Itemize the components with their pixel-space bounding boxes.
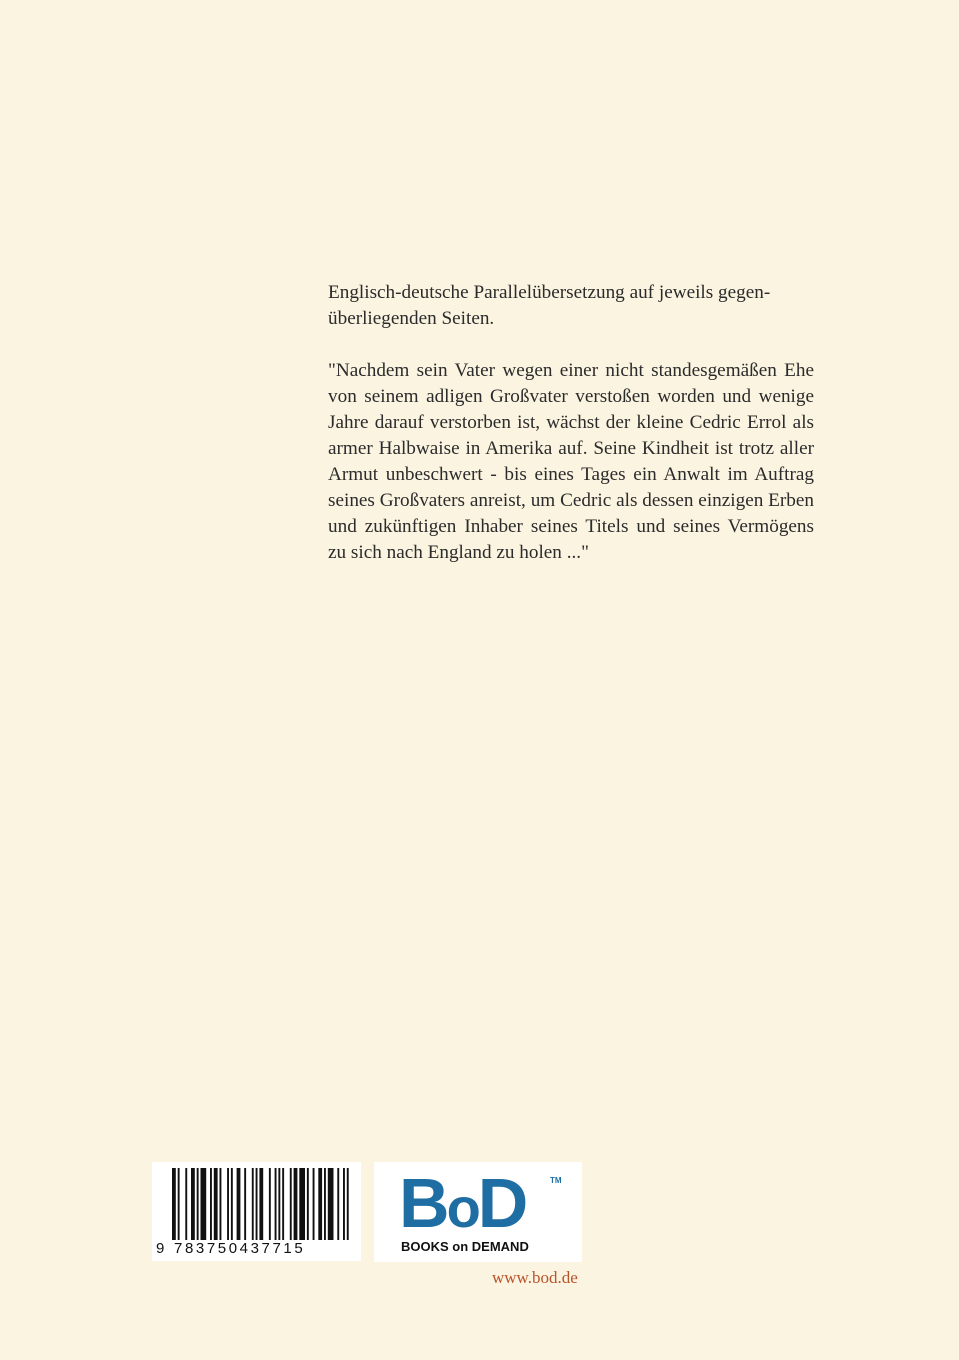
publisher-website[interactable]: www.bod.de (492, 1268, 578, 1287)
barcode-bar (278, 1168, 280, 1240)
barcode-bar (172, 1168, 176, 1240)
barcode-bar (191, 1168, 195, 1240)
barcode-bar (307, 1168, 309, 1240)
bod-logo-b: B (399, 1164, 447, 1242)
barcode-bar (220, 1168, 222, 1240)
barcode-bar (210, 1168, 212, 1240)
barcode-bar (299, 1168, 305, 1240)
barcode-bar (328, 1168, 334, 1240)
intro-line-2: überliegenden Seiten. (328, 308, 495, 329)
barcode-bar (337, 1168, 339, 1240)
bod-logo (374, 1162, 582, 1262)
barcode-bar (275, 1168, 277, 1240)
isbn-barcode (152, 1162, 361, 1261)
barcode-bar (252, 1168, 254, 1240)
barcode-bar (294, 1168, 298, 1240)
barcode-bar (231, 1168, 233, 1240)
barcode-bar (185, 1168, 187, 1240)
barcode-bar (178, 1168, 180, 1240)
barcode-bar (282, 1168, 284, 1240)
synopsis-paragraph: "Nachdem sein Vater wegen einer nicht standesgemäßen Ehe von seinem adligen Großvater verstoßen worden und wenige Jahre darauf verstorben ist, wächst der kleine Cedric Errol als armer Halbwaise in Amerika auf. Seine Kindheit ist trotz aller Armut unbeschwert - bis eines Tages ein Anwalt im Auftrag seines Großvaters anreist, um Cedric als dessen einzigen Erben und zukünftigen Inhaber seines Titels und seines Vermögens zu sich nach England zu holen ..." (328, 360, 814, 563)
barcode-bar (324, 1168, 326, 1240)
trademark-symbol: TM (550, 1176, 562, 1185)
bod-logo-mark (399, 1164, 526, 1243)
barcode-bar (343, 1168, 345, 1240)
barcode-bar (290, 1168, 292, 1240)
barcode-bar (244, 1168, 246, 1240)
barcode-bar (318, 1168, 322, 1240)
back-cover-text (328, 280, 814, 592)
barcode-bar (227, 1168, 229, 1240)
barcode-bar (259, 1168, 263, 1240)
barcode-bar (237, 1168, 241, 1240)
barcode-bar (256, 1168, 258, 1240)
bod-logo-d: D (477, 1164, 526, 1242)
barcode-bar (214, 1168, 218, 1240)
barcode-bar (197, 1168, 199, 1240)
barcode-bar (313, 1168, 315, 1240)
bod-logo-o: o (446, 1176, 478, 1239)
barcode-number: 783750437715 (174, 1240, 306, 1257)
barcode-bar (269, 1168, 271, 1240)
barcode-digits (152, 1240, 361, 1260)
intro-paragraph (328, 280, 814, 332)
intro-line-1: Englisch-deutsche Parallelübersetzung auf jeweils gegen- (328, 282, 771, 303)
barcode-bar (347, 1168, 349, 1240)
bod-tagline: BOOKS on DEMAND (401, 1239, 529, 1254)
barcode-bar (201, 1168, 207, 1240)
barcode-lead-digit: 9 (156, 1240, 167, 1257)
